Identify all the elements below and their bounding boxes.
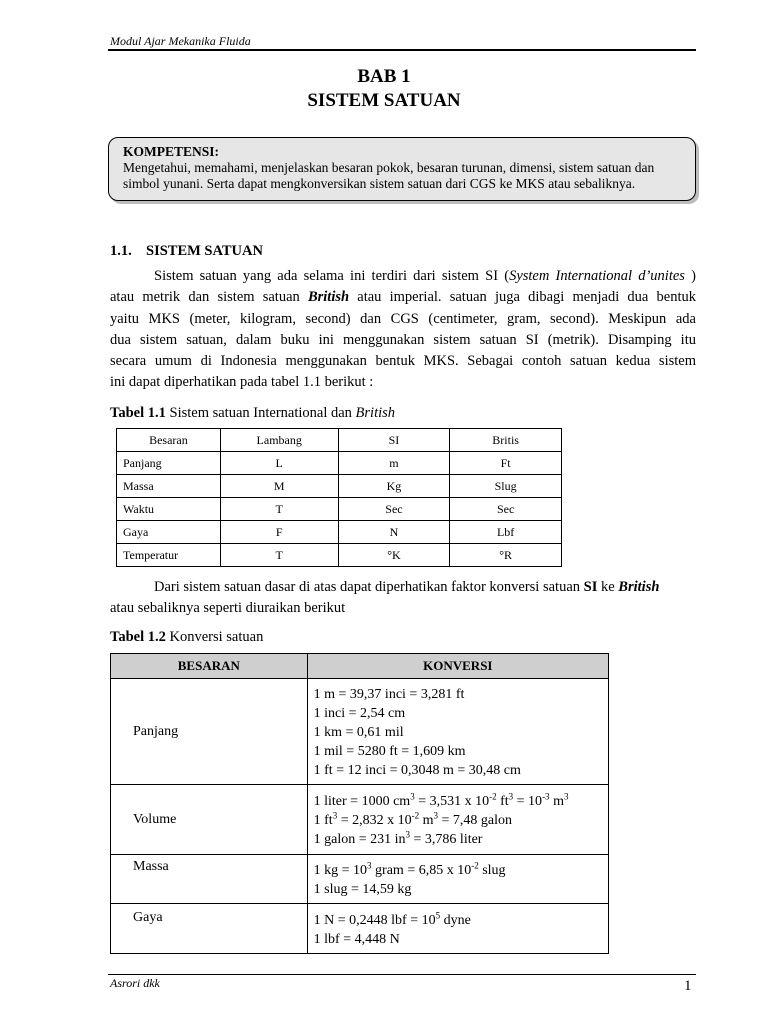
- table-cell: F: [220, 521, 338, 544]
- conversion-cell: [307, 904, 608, 954]
- table-cell: Massa: [117, 475, 221, 498]
- conversion-cell: [307, 785, 608, 855]
- table-row: [111, 904, 609, 954]
- conversion-table: [110, 653, 609, 954]
- table-cell: °R: [450, 544, 562, 567]
- table-header-row: [117, 429, 562, 452]
- conversion-line: 1 liter = 1000 $cm^3 = 3,531$ x $10^{-2}$ $ft^3 = 10^{-3}$ $m^3$: [313, 791, 569, 809]
- table-row: [117, 452, 562, 475]
- table-cell: Lbf: [450, 521, 562, 544]
- kompetensi-title: KOMPETENSI:: [123, 144, 220, 159]
- paragraph-1: [110, 266, 696, 394]
- quantity-name: Volume: [111, 785, 308, 855]
- conversion-line: 1 km = 0,61 mil: [313, 725, 404, 740]
- conversion-line: 1 slug = 14,59 kg: [313, 882, 412, 897]
- conversion-cell: [307, 679, 608, 785]
- table-cell: Slug: [450, 475, 562, 498]
- kompetensi-line-2: simbol yunani. Serta dapat mengkonversikan sistem satuan dari CGS ke MKS atau sebaliknya.: [123, 176, 636, 191]
- kompetensi-line-1: Mengetahui, memahami, menjelaskan besaran pokok, besaran turunan, dimensi, sistem satuan dan: [123, 160, 655, 175]
- conversion-line: 1 mil = 5280 ft = 1,609 km: [313, 744, 466, 759]
- units-table: [116, 428, 562, 567]
- conversion-line: 1 N = 0,2448 lbf = $10^5$ dyne: [313, 909, 471, 928]
- conversion-cell: [307, 855, 608, 904]
- table-cell: °K: [338, 544, 450, 567]
- table-row: [117, 521, 562, 544]
- paragraph-line: atau metrik dan sistem satuan British atau imperial. satuan juga dibagi menjadi dua bentuk: [110, 289, 696, 306]
- paragraph-line: ini dapat diperhatikan pada tabel 1.1 berikut :: [110, 374, 374, 391]
- quantity-name: Gaya: [111, 904, 308, 954]
- table-header-cell: KONVERSI: [307, 654, 608, 679]
- table-header-cell: Besaran: [117, 429, 221, 452]
- quantity-name: Massa: [111, 855, 308, 904]
- page-number: 1: [684, 978, 692, 994]
- table-cell: Gaya: [117, 521, 221, 544]
- section-number: 1.1.: [110, 243, 132, 259]
- footer-author: Asrori dkk: [110, 976, 160, 990]
- conversion-line: 1 $ft^3 = 2,832$ x $10^{-2}$ $m^3 = 7,48$ galon: [313, 810, 512, 828]
- table-cell: T: [220, 544, 338, 567]
- table-row: [117, 498, 562, 521]
- paragraph-line: atau sebaliknya seperti diuraikan berikut: [110, 600, 346, 617]
- table-row: [111, 855, 609, 904]
- chapter-number: BAB 1: [357, 66, 411, 87]
- table-row: [117, 475, 562, 498]
- table-cell: T: [220, 498, 338, 521]
- section-title: SISTEM SATUAN: [146, 243, 263, 259]
- quantity-name: Panjang: [111, 679, 308, 785]
- table1-caption: Tabel 1.1 Sistem satuan International dan British: [110, 405, 396, 421]
- conversion-line: 1 kg = $10^3$ gram = 6,85 x $10^{-2}$ slug: [313, 860, 506, 878]
- table-cell: L: [220, 452, 338, 475]
- conversion-line: 1 lbf = 4,448 N: [313, 931, 400, 947]
- table-header-row: [111, 654, 609, 679]
- table-cell: Panjang: [117, 452, 221, 475]
- header-rule: [108, 49, 696, 51]
- table-cell: Ft: [450, 452, 562, 475]
- paragraph-line: Sistem satuan yang ada selama ini terdiri dari sistem SI (System International d’unites ): [154, 268, 696, 284]
- table-cell: Sec: [338, 498, 450, 521]
- table-cell: Kg: [338, 475, 450, 498]
- table-cell: Waktu: [117, 498, 221, 521]
- conversion-line: 1 inci = 2,54 cm: [313, 706, 406, 721]
- paragraph-line: yaitu MKS (meter, kilogram, second) dan CGS (centimeter, gram, second). Meskipun ada: [110, 310, 696, 327]
- conversion-line: 1 ft = 12 inci = 0,3048 m = 30,48 cm: [313, 763, 521, 778]
- table-header-cell: SI: [338, 429, 450, 452]
- table-cell: Sec: [450, 498, 562, 521]
- table-cell: m: [338, 452, 450, 475]
- section-heading: [110, 243, 263, 260]
- table-header-cell: Britis: [450, 429, 562, 452]
- table-row: [111, 679, 609, 785]
- chapter-title: SISTEM SATUAN: [307, 90, 461, 111]
- paragraph-line: Dari sistem satuan dasar di atas dapat diperhatikan faktor konversi satuan SI ke British: [154, 579, 660, 595]
- kompetensi-box: [108, 137, 696, 201]
- table-row: [111, 785, 609, 855]
- paragraph-line: secara umum di Indonesia menggunakan bentuk MKS. Sebagai contoh satuan kedua sistem: [110, 353, 696, 370]
- paragraph-2: [110, 577, 696, 620]
- table-header-cell: BESARAN: [111, 654, 308, 679]
- table-cell: N: [338, 521, 450, 544]
- table-row: [117, 544, 562, 567]
- conversion-line: 1 m = 39,37 inci = 3,281 ft: [313, 687, 465, 702]
- table-cell: M: [220, 475, 338, 498]
- table2-caption: Tabel 1.2 Konversi satuan: [110, 629, 264, 645]
- running-header: Modul Ajar Mekanika Fluida: [110, 34, 251, 48]
- conversion-line: 1 galon = 231 $in^3 = 3,786$ liter: [313, 829, 483, 847]
- table-header-cell: Lambang: [220, 429, 338, 452]
- footer-rule: [108, 974, 696, 975]
- paragraph-line: dua sistem satuan, dalam buku ini menggunakan sistem satuan SI (metrik). Disamping itu: [110, 331, 696, 348]
- table-cell: Temperatur: [117, 544, 221, 567]
